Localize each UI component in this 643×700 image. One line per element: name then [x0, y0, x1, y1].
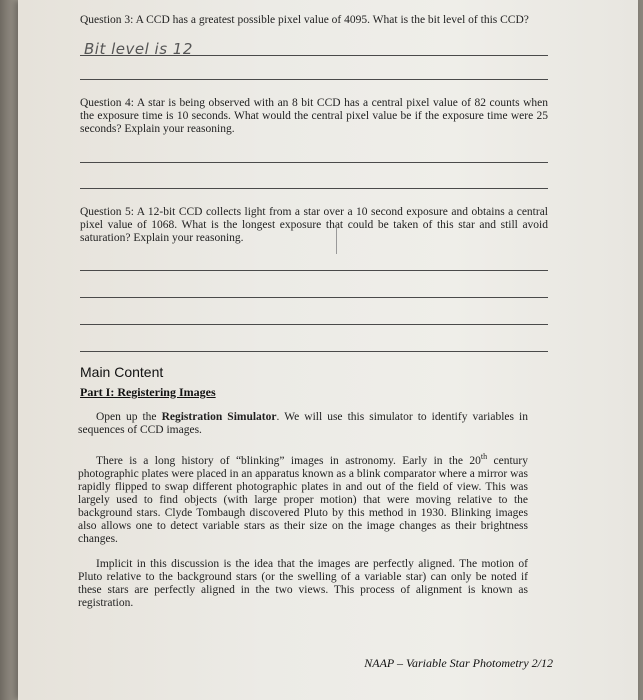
handwritten-answer-q3: Bit level is 12	[84, 40, 193, 58]
page-footer: NAAP – Variable Star Photometry 2/12	[364, 656, 553, 670]
pen-stroke	[336, 224, 337, 254]
part-title: Part I: Registering Images	[80, 385, 216, 399]
answer-line	[80, 270, 548, 271]
answer-line	[80, 162, 548, 163]
section-title: Main Content	[80, 364, 164, 380]
question-4: Question 4: A star is being observed with an 8 bit CCD has a central pixel value of 82 counts when the exposure time is 10 seconds. What would the central pixel value be if the exposure time were 25 seconds? Explain your reasoning.	[80, 97, 548, 135]
answer-line	[80, 324, 548, 325]
simulator-name: Registration Simulator	[161, 411, 277, 423]
answer-line	[80, 351, 548, 352]
answer-line	[80, 79, 548, 80]
paragraph-registration: Implicit in this discussion is the idea that the images are perfectly aligned. The motion of Pluto relative to the background stars (or the swelling of a variable star) can only be noted if these stars are perfectly aligned in the two views. This process of alignment is known as registration.	[78, 558, 528, 609]
answer-line	[80, 297, 548, 298]
paragraph-blinking: There is a long history of “blinking” images in astronomy. Early in the 20th century photographic plates were placed in an apparatus known as a blink comparator where a mirror was rapidly flipped to swap different photographic plates in and out of the field of view. This was largely used to find objects (with large proper motion) that were moving relative to the background stars. Clyde Tombaugh discovered Pluto by this method in 1930. Blinking images also allows one to detect variable stars as their size on the image changes as their brightness changes.	[78, 452, 528, 545]
answer-line	[80, 55, 548, 56]
answer-line	[80, 188, 548, 189]
question-3: Question 3: A CCD has a greatest possible pixel value of 4095. What is the bit level of this CCD?	[80, 14, 529, 26]
page-edge-shadow	[0, 0, 18, 700]
question-5: Question 5: A 12-bit CCD collects light from a star over a 10 second exposure and obtains a central pixel value of 1068. What is the longest exposure that could be taken of this star and still avoid saturation? Explain your reasoning.	[80, 206, 548, 244]
paragraph-simulator: Open up the Registration Simulator. We will use this simulator to identify variables in sequences of CCD images.	[78, 411, 528, 436]
